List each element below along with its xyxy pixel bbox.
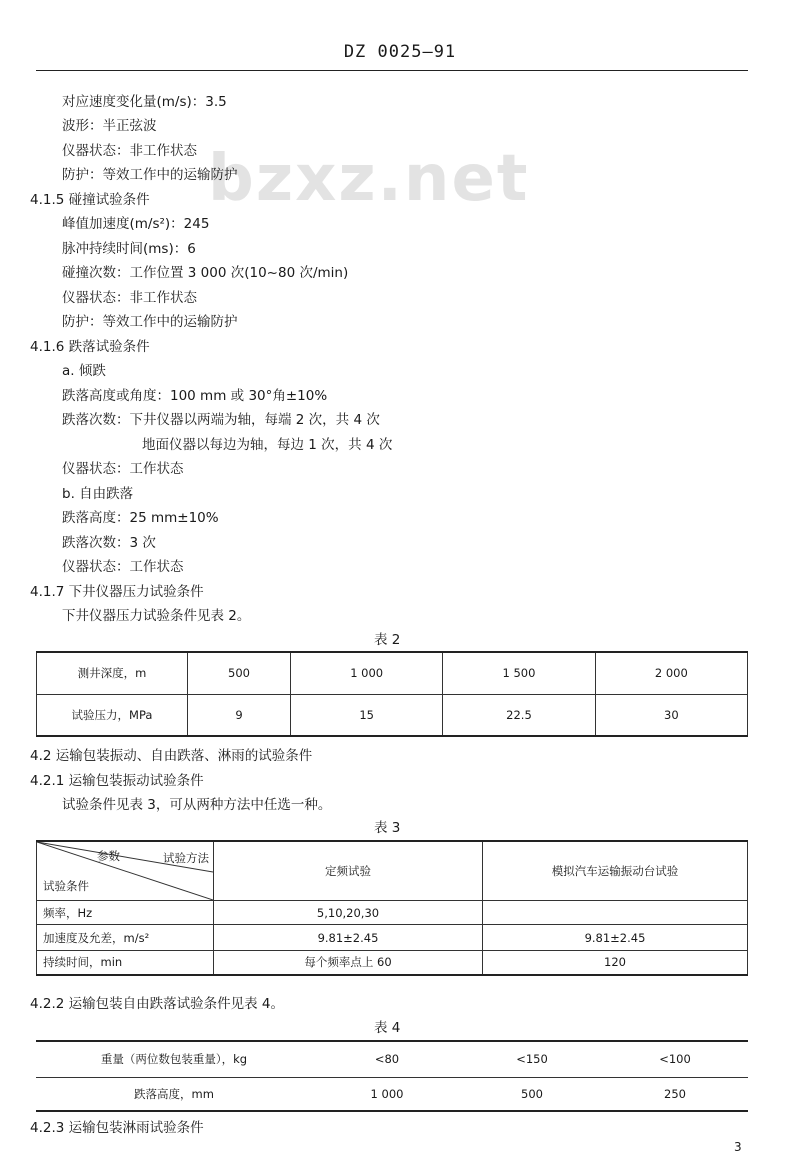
column-header: 模拟汽车运输振动台试验 (483, 841, 748, 901)
table-cell: 测井深度，m (37, 652, 188, 694)
table-cell: <80 (312, 1041, 462, 1077)
list-item: b. 自由跌落 (62, 486, 134, 502)
text-line: 碰撞次数：工作位置 3 000 次(10~80 次/min) (62, 265, 349, 281)
text-line: 波形：半正弦波 (62, 118, 157, 134)
table-cell: 试验压力，MPa (37, 694, 188, 736)
table-cell: 每个频率点上 60 (214, 951, 483, 975)
table-cell: <150 (462, 1041, 602, 1077)
table-cell: 9.81±2.45 (483, 925, 748, 951)
section-heading: 4.1.6 跌落试验条件 (30, 339, 150, 355)
column-header: 定频试验 (214, 841, 483, 901)
document-code-header: DZ 0025—91 (343, 42, 457, 62)
text-line: 防护：等效工作中的运输防护 (62, 314, 238, 330)
section-heading: 4.1.7 下井仪器压力试验条件 (30, 584, 204, 600)
section-heading: 4.2.3 运输包装淋雨试验条件 (30, 1120, 204, 1136)
table-caption: 表 2 (374, 632, 401, 648)
table-cell: 2 000 (595, 652, 747, 694)
text-line: 跌落高度：25 mm±10% (62, 510, 219, 526)
section-heading: 4.1.5 碰撞试验条件 (30, 192, 150, 208)
row-label: 重量（两位数包装重量），kg (36, 1041, 312, 1077)
table-4 (36, 1040, 748, 1112)
table-cell: 120 (483, 951, 748, 975)
table-cell: 250 (602, 1077, 748, 1111)
text-line: 仪器状态：非工作状态 (62, 143, 197, 159)
text-line: 仪器状态：非工作状态 (62, 290, 197, 306)
table-cell: <100 (602, 1041, 748, 1077)
text-line: 仪器状态：工作状态 (62, 559, 184, 575)
text-line: 跌落高度或角度：100 mm 或 30°角±10% (62, 388, 328, 404)
table-2 (36, 651, 748, 737)
table-cell: 5,10,20,30 (214, 901, 483, 925)
row-label: 频率，Hz (37, 901, 214, 925)
corner-label-method: 试验方法 (163, 851, 209, 865)
text-line: 防护：等效工作中的运输防护 (62, 167, 238, 183)
table-cell: 30 (595, 694, 747, 736)
section-heading: 4.2.2 运输包装自由跌落试验条件见表 4。 (30, 996, 285, 1012)
table-cell (483, 901, 748, 925)
table-cell: 15 (291, 694, 443, 736)
row-label: 加速度及允差，m/s² (37, 925, 214, 951)
table-cell: 1 000 (291, 652, 443, 694)
text-line: 跌落次数：下井仪器以两端为轴，每端 2 次，共 4 次 (62, 412, 380, 428)
list-item: a. 倾跌 (62, 363, 106, 379)
table-caption: 表 3 (374, 820, 401, 836)
text-line: 地面仪器以每边为轴，每边 1 次，共 4 次 (142, 437, 393, 453)
table-cell: 9.81±2.45 (214, 925, 483, 951)
header-rule (36, 70, 748, 71)
text-line: 试验条件见表 3，可从两种方法中任选一种。 (62, 797, 332, 813)
table-cell: 500 (188, 652, 291, 694)
table-cell: 500 (462, 1077, 602, 1111)
text-line: 对应速度变化量(m/s)：3.5 (62, 94, 227, 110)
watermark: bzxz.net (208, 142, 530, 216)
text-line: 脉冲持续时间(ms)：6 (62, 241, 196, 257)
corner-label-params: 参数 (97, 849, 120, 863)
table-cell: 1 000 (312, 1077, 462, 1111)
page-number: 3 (734, 1140, 742, 1154)
table-cell: 22.5 (443, 694, 595, 736)
row-label: 跌落高度，mm (36, 1077, 312, 1111)
table-cell: 9 (188, 694, 291, 736)
table-3 (36, 840, 748, 976)
text-line: 仪器状态：工作状态 (62, 461, 184, 477)
row-label: 持续时间，min (37, 951, 214, 975)
section-heading: 4.2.1 运输包装振动试验条件 (30, 773, 204, 789)
corner-label-conditions: 试验条件 (43, 879, 89, 893)
table-caption: 表 4 (374, 1020, 401, 1036)
text-line: 下井仪器压力试验条件见表 2。 (62, 608, 251, 624)
text-line: 峰值加速度(m/s²)：245 (62, 216, 210, 232)
text-line: 跌落次数：3 次 (62, 535, 156, 551)
table-corner-header (37, 841, 214, 901)
table-cell: 1 500 (443, 652, 595, 694)
section-heading: 4.2 运输包装振动、自由跌落、淋雨的试验条件 (30, 748, 313, 764)
